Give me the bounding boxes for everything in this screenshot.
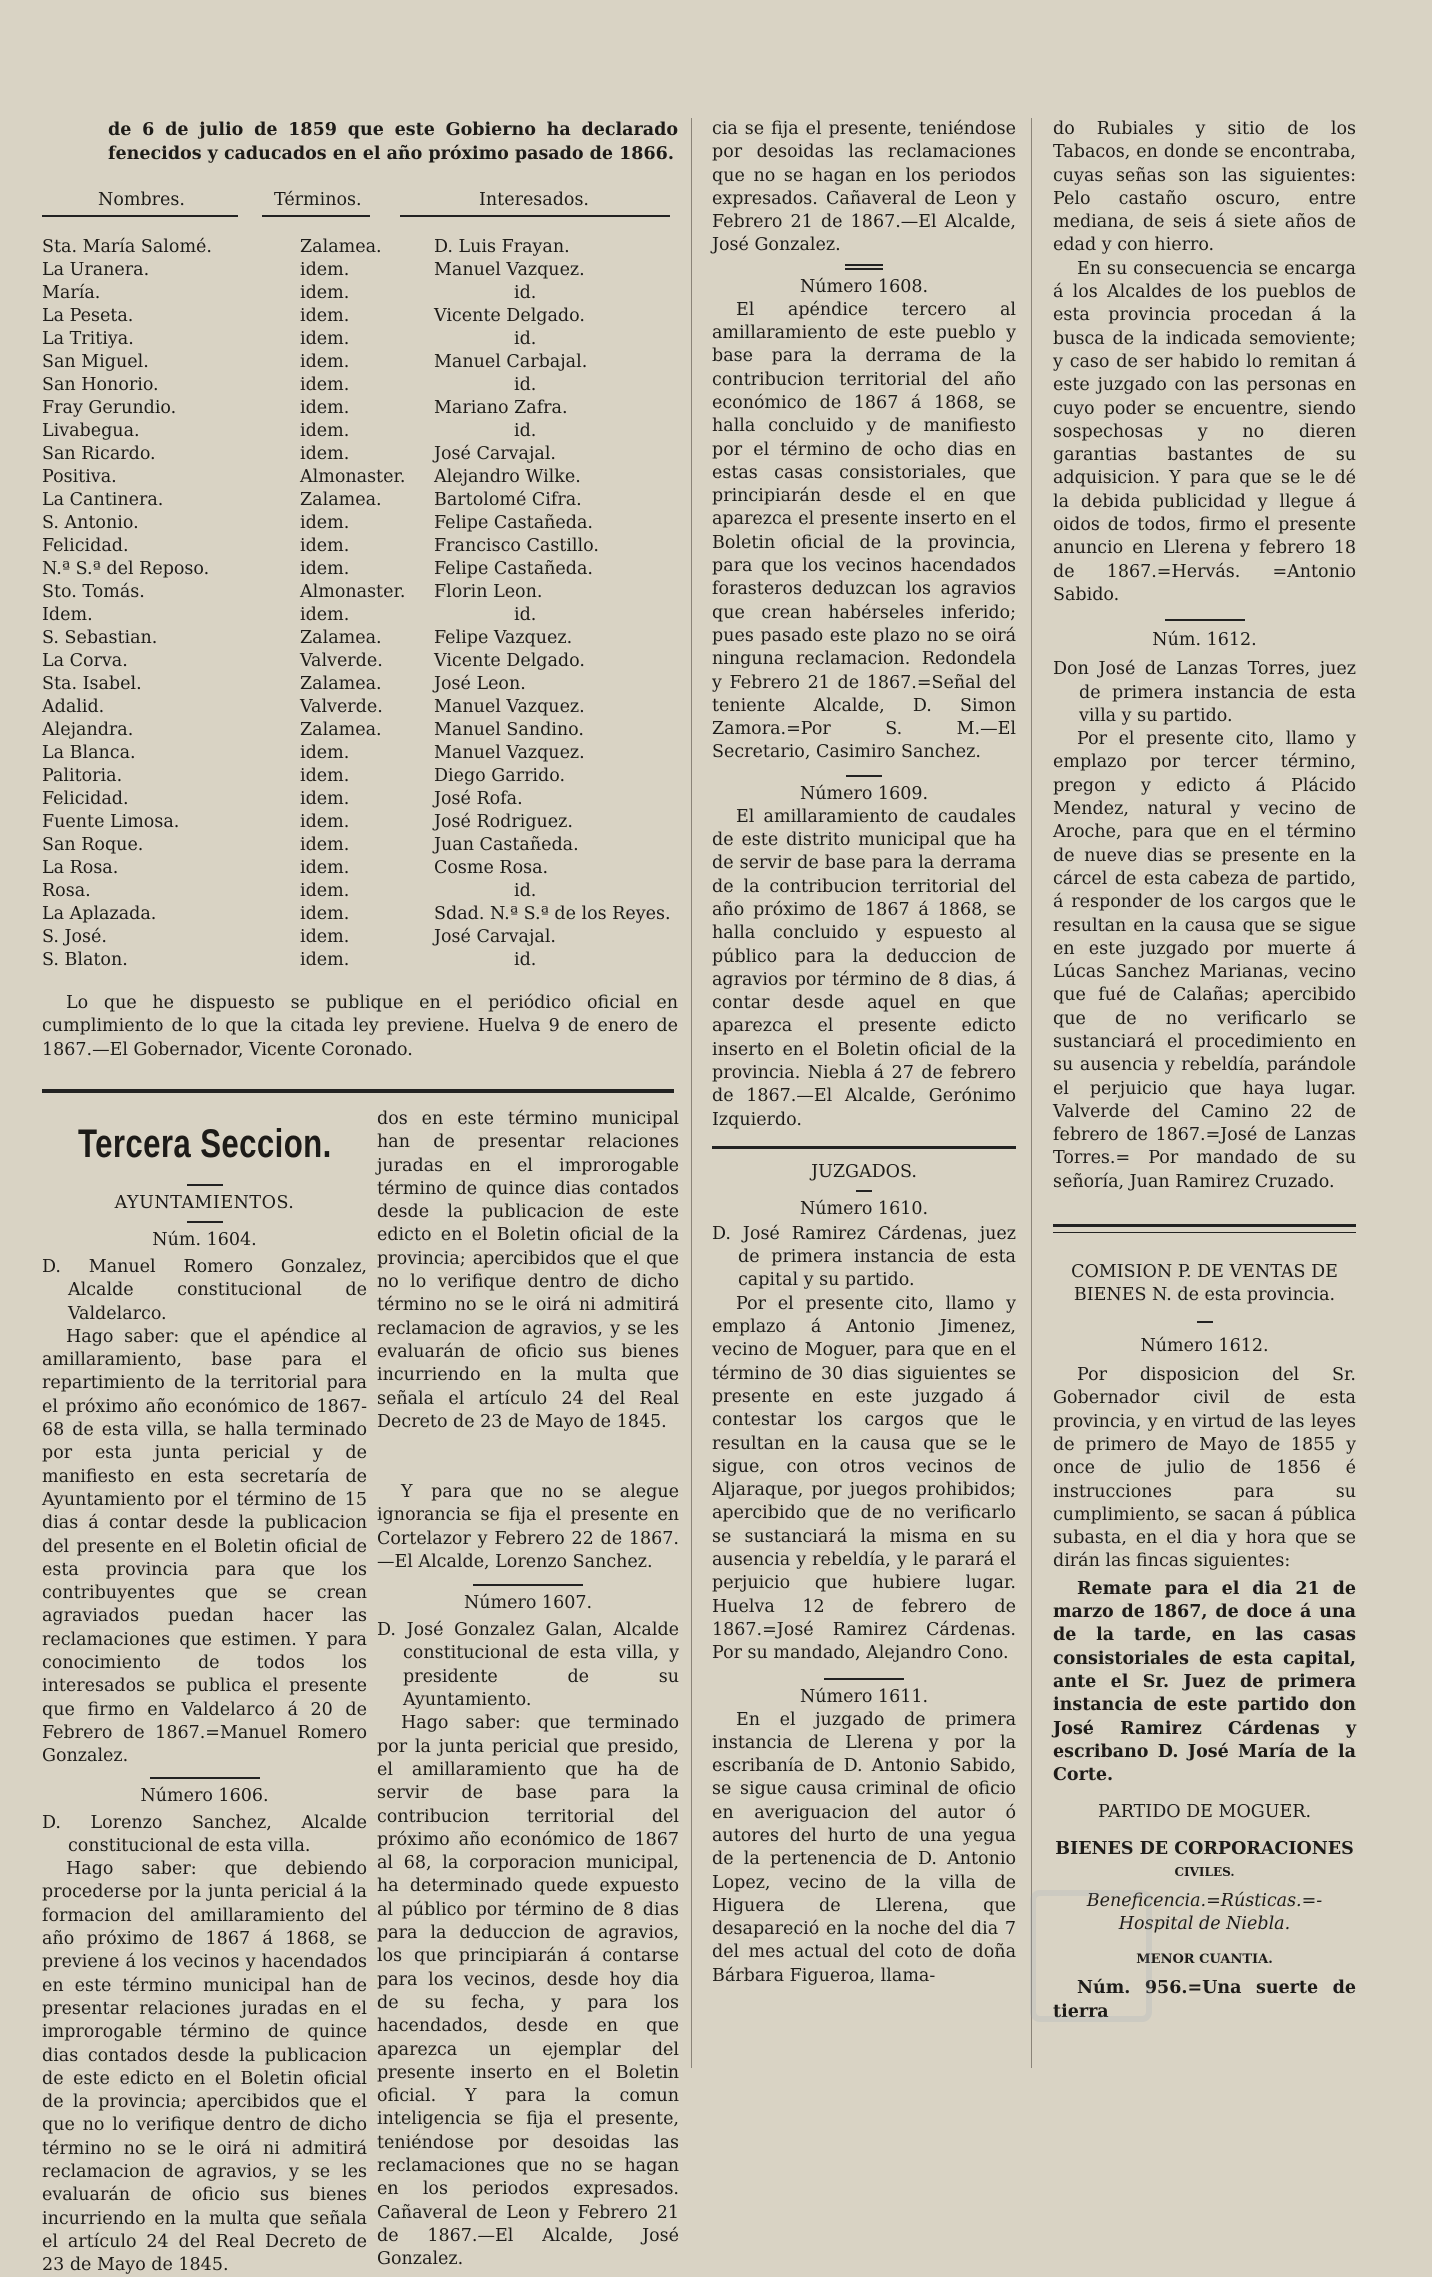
- table-row: [42, 535, 682, 558]
- mine-name: S. José.: [42, 927, 107, 947]
- mine-holder: Diego Garrido.: [434, 766, 566, 786]
- divider: [187, 1221, 223, 1223]
- mine-term: Almonaster.: [300, 467, 406, 487]
- mine-holder: id.: [514, 421, 537, 441]
- table-row: [42, 949, 682, 972]
- mine-holder: Felipe Vazquez.: [434, 628, 573, 648]
- mine-name: La Rosa.: [42, 858, 119, 878]
- notice-1604-body: Hago saber: que el apéndice al amillaramiento, base para el repartimiento de la territorial para el próximo año económico de 1867-68 de esta villa, se halla terminado por esta junta pericial y de manifiesto en esta secretaría de Ayuntamiento por el término de 15 dias á contar desde la publicacion del presente en el Boletin oficial de esta provincia para que los contribuyentes que se crean agraviados puedan hacer las reclamaciones que estimen. Y para conocimiento de todos los interesados se publica el presente que firmo en Valdelarco á 20 de Febrero de 1867.=Manuel Romero Gonzalez.: [42, 1326, 367, 1767]
- mine-holder: id.: [514, 950, 537, 970]
- mine-term: idem.: [300, 306, 350, 326]
- mine-name: Felicidad.: [42, 536, 129, 556]
- mine-holder: id.: [514, 375, 537, 395]
- divider: [856, 1190, 872, 1192]
- mine-name: Felicidad.: [42, 789, 129, 809]
- num-956-line: Núm. 956.=Una suerte de tierra: [1053, 1978, 1356, 2022]
- mine-term: Zalamea.: [300, 628, 382, 648]
- table-row: [42, 581, 682, 604]
- mine-holder: Francisco Castillo.: [434, 536, 599, 556]
- mine-name: La Blanca.: [42, 743, 136, 763]
- intro-paragraph: [108, 118, 678, 166]
- mine-holder: Manuel Vazquez.: [434, 697, 585, 717]
- table-row: [42, 466, 682, 489]
- mine-term: idem.: [300, 536, 350, 556]
- mine-holder: Cosme Rosa.: [434, 858, 549, 878]
- divider: [150, 1777, 260, 1779]
- divider: [1197, 1321, 1213, 1323]
- num-1604: Núm. 1604.: [152, 1230, 257, 1250]
- mine-term: Valverde.: [300, 697, 383, 717]
- notice-1612a-head: Don José de Lanzas Torres, juez de primera instancia de esta villa y su partido.: [1053, 659, 1356, 726]
- mine-holder: Juan Castañeda.: [434, 835, 579, 855]
- table-row: [42, 489, 682, 512]
- mine-term: idem.: [300, 743, 350, 763]
- mine-term: idem.: [300, 444, 350, 464]
- column-rule: [691, 118, 692, 2068]
- mine-holder: Bartolomé Cifra.: [434, 490, 582, 510]
- header-terminos: Términos.: [274, 190, 362, 210]
- notice-1607-head: D. José Gonzalez Galan, Alcalde constitucional de esta villa, y presidente de su Ayuntamiento.: [377, 1620, 679, 1711]
- notice-1606-body: Hago saber: que debiendo procederse por la junta pericial á la formacion del amillaramiento del año próximo de 1867 á 1868, se previene á los vecinos y hacendados en este término municipal han de presentar relaciones juradas en el improrogable término de quince dias contados desde la publicacion de este edicto en el Boletin oficial de la provincia; apercibidos que el que no lo verifique dentro de dicho término no se le oirá ni admitirá reclamacion de agravios, y se les evaluarán de oficio sus bienes incurriendo en la multa que señala el artículo 24 del Real Decreto de 23 de Mayo de 1845.: [42, 1859, 367, 2276]
- mine-term: idem.: [300, 927, 350, 947]
- notice-1604-head: D. Manuel Romero Gonzalez, Alcalde constitucional de Valdelarco.: [42, 1257, 367, 1324]
- table-row: [42, 374, 682, 397]
- notice-1606-tail: dos en este término municipal han de presentar relaciones juradas en el improrogable término de quince dias contados desde la publicacion de este edicto en el Boletin oficial de la provincia; apercibidos que el que no lo verifique dentro de dicho término no se le oirá ni admitirá reclamacion de agravios, y se les evaluarán de oficio sus bienes incurriendo en la multa que señala el artículo 24 del Real Decreto de 23 de Mayo de 1845.: [377, 1109, 679, 1432]
- mine-name: Adalid.: [42, 697, 105, 717]
- header-rule-2: [262, 215, 370, 217]
- mine-holder: Alejandro Wilke.: [434, 467, 581, 487]
- header-nombres: Nombres.: [98, 190, 185, 210]
- mine-name: San Honorio.: [42, 375, 159, 395]
- mine-holder: José Rofa.: [434, 789, 523, 809]
- notice-1610-head: D. José Ramirez Cárdenas, juez de primera instancia de esta capital y su partido.: [712, 1223, 1016, 1291]
- menor-cuantia: MENOR CUANTIA.: [1136, 1952, 1273, 1968]
- divider: [1165, 619, 1245, 621]
- mine-holder: José Carvajal.: [434, 927, 556, 947]
- table-row: [42, 282, 682, 305]
- mine-name: Livabegua.: [42, 421, 140, 441]
- notice-1606-close: Y para que no se alegue ignorancia se fija el presente en Cortelazor y Febrero 22 de 1867.—El Alcalde, Lorenzo Sanchez.: [377, 1482, 679, 1572]
- table-row: [42, 903, 682, 926]
- mine-holder: Felipe Castañeda.: [434, 513, 593, 533]
- mine-term: idem.: [300, 329, 350, 349]
- num-1612a: Núm. 1612.: [1152, 630, 1257, 651]
- table-row: [42, 719, 682, 742]
- comision-rule: [1053, 1224, 1356, 1233]
- table-row: [42, 788, 682, 811]
- closing-paragraph: [42, 992, 678, 1062]
- mine-term: idem.: [300, 283, 350, 303]
- mine-name: San Roque.: [42, 835, 144, 855]
- num-1608: Número 1608.: [799, 276, 929, 297]
- notice-1612a-body: Por el presente cito, llamo y emplazo por tercer término, pregon y edicto á Plácido Mendez, natural y vecino de Aroche, para que en el término de nueve dias se presente en la cárcel de esta cabeza de partido, á responder de los cargos que le resultan en la causa que se sigue en este juzgado por muerte á Lúcas Sanchez Marianas, vecino que fué de Calañas; apercibido que de no verificarlo se sustanciará el procedimiento en su ausencia y rebeldía, parándole el perjuicio que haya lugar. Valverde del Camino 22 de febrero de 1867.=José de Lanzas Torres.= Por mandado de su señoría, Juan Ramirez Cruzado.: [1053, 729, 1356, 1192]
- juzgados-rule: [712, 1146, 1016, 1149]
- mine-term: idem.: [300, 858, 350, 878]
- notice-1610-body: Por el presente cito, llamo y emplazo á Antonio Jimenez, vecino de Moguer, para que en el término de 30 dias siguientes se presente en este juzgado á contestar los cargos que le resultan en la causa que se le sigue, con otros vecinos de Aljaraque, por juegos prohibidos; apercibido que de no verificarlo se sustanciará la misma en su ausencia y rebeldía, y le parará el perjuicio que hubiere lugar. Huelva 12 de febrero de 1867.=José Ramirez Cárdenas. Por su mandado, Alejandro Cono.: [712, 1293, 1016, 1664]
- mine-term: idem.: [300, 260, 350, 280]
- notice-1611-cont: do Rubiales y sitio de los Tabacos, en donde se encontraba, cuyas señas son las siguientes: Pelo castaño oscuro, entre mediana, de seis á siete años de edad y con hierro.: [1053, 119, 1356, 256]
- mine-term: Zalamea.: [300, 674, 382, 694]
- divider: [846, 775, 882, 777]
- col3: [712, 118, 1016, 2048]
- divider: [845, 264, 883, 270]
- notice-1607-cont: cia se fija el presente, teniéndose por desoidas las reclamaciones que no se hagan en los periodos expresados. Cañaveral de Leon y Febrero 21 de 1867.—El Alcalde, José Gonzalez.: [712, 119, 1016, 256]
- partido-heading: PARTIDO DE MOGUER.: [1097, 1802, 1312, 1823]
- mine-holder: José Carvajal.: [434, 444, 556, 464]
- table-row: [42, 834, 682, 857]
- table-row: [42, 673, 682, 696]
- comision-heading: COMISION P. DE VENTAS DE BIENES N. de esta provincia.: [1071, 1262, 1338, 1306]
- mine-name: La Peseta.: [42, 306, 134, 326]
- mine-holder: Mariano Zafra.: [434, 398, 568, 418]
- mine-name: S. Sebastian.: [42, 628, 158, 648]
- mine-name: La Corva.: [42, 651, 128, 671]
- mine-holder: D. Luis Frayan.: [434, 237, 570, 257]
- mine-holder: Manuel Sandino.: [434, 720, 584, 740]
- header-interesados: Interesados.: [479, 190, 589, 210]
- mine-term: idem.: [300, 375, 350, 395]
- juzgados-heading: JUZGADOS.: [811, 1161, 917, 1182]
- remate-text: Remate para el dia 21 de marzo de 1867, de doce á una de la tarde, en las casas consistoriales de esta capital, ante el Sr. Juez de primera instancia de este partido don José Ramirez Cárdenas y escribano D. José María de la Corte.: [1053, 1578, 1356, 1786]
- mine-holder: id.: [514, 283, 537, 303]
- ayuntamientos-heading: AYUNTAMIENTOS.: [114, 1193, 295, 1213]
- col2-bottom: [377, 1108, 679, 2270]
- mine-holder: Vicente Delgado.: [434, 306, 585, 326]
- mine-holder: Manuel Vazquez.: [434, 743, 585, 763]
- num-1606: Número 1606.: [140, 1785, 269, 1806]
- mine-name: Idem.: [42, 605, 93, 625]
- bienes-heading: BIENES DE CORPORACIONES: [1055, 1839, 1354, 1860]
- table-row: [42, 397, 682, 420]
- mine-term: idem.: [300, 352, 350, 372]
- closing-text: Lo que he dispuesto se publique en el periódico oficial en cumplimiento de lo que la citada ley previene. Huelva 9 de enero de 1867.—El Gobernador, Vicente Coronado.: [42, 993, 678, 1060]
- notice-1608: El apéndice tercero al amillaramiento de este pueblo y base para la derrama de la contribucion territorial del año económico de 1867 á 1868, se halla concluido y de manifiesto por el término de ocho dias en estas casas consistoriales, que principiarán desde el en que aparezca el presente inserto en el Boletin oficial de la provincia, para que los vecinos hacendados forasteros deduzcan los agravios que crean habérseles inferido; pues pasado este plazo no se oirá ninguna reclamacion. Redondela y Febrero 21 de 1867.=Señal del teniente Alcalde, D. Simon Zamora.=Por S. M.—El Secretario, Casimiro Sanchez.: [712, 299, 1016, 763]
- mine-name: S. Antonio.: [42, 513, 139, 533]
- mine-term: Zalamea.: [300, 490, 382, 510]
- mine-term: Valverde.: [300, 651, 383, 671]
- mine-holder: Florin Leon.: [434, 582, 543, 602]
- col4: [1053, 118, 1356, 2048]
- mine-name: La Uranera.: [42, 260, 150, 280]
- mine-name: S. Blaton.: [42, 950, 128, 970]
- mine-name: Positiva.: [42, 467, 117, 487]
- intro-text: de 6 de julio de 1859 que este Gobierno ha declarado fenecidos y caducados en el año próximo pasado de 1866.: [108, 120, 678, 164]
- num-1611: Número 1611.: [799, 1686, 929, 1707]
- mine-name: Rosa.: [42, 881, 91, 901]
- table-row: [42, 236, 682, 259]
- mine-name: San Miguel.: [42, 352, 149, 372]
- table-row: [42, 558, 682, 581]
- mine-name: Palitoria.: [42, 766, 123, 786]
- table-row: [42, 259, 682, 282]
- table-row: [42, 765, 682, 788]
- mine-name: La Aplazada.: [42, 904, 157, 924]
- mine-term: idem.: [300, 559, 350, 579]
- mine-name: María.: [42, 283, 101, 303]
- mine-name: Sto. Tomás.: [42, 582, 145, 602]
- table-row: [42, 512, 682, 535]
- mine-term: idem.: [300, 421, 350, 441]
- mine-holder: Manuel Vazquez.: [434, 260, 585, 280]
- table-row: [42, 328, 682, 351]
- table-row: [42, 604, 682, 627]
- mine-term: Zalamea.: [300, 237, 382, 257]
- notice-1611-cont2: En su consecuencia se encarga á los Alcaldes de los pueblos de esta provincia procedan á la busca de la indicada semoviente; y caso de ser habido lo remitan á este juzgado con las personas en cuyo poder se encuentre, siendo sospechosas y no dieren garantias bastantes de su adquisicion. Y para que se le dé la debida publicidad y llegue á oidos de todos, firmo el presente anuncio en Llerena y febrero 18 de 1867.=Hervás. =Antonio Sabido.: [1053, 258, 1356, 605]
- num-1610: Número 1610.: [799, 1198, 929, 1219]
- notice-1611: En el juzgado de primera instancia de Llerena y por la escribanía de D. Antonio Sabido, se sigue causa criminal de oficio en averiguacion del autor ó autores del hurto de una yegua de la pertenencia de D. Antonio Lopez, vecino de la villa de Higuera de Llerena, que desapareció en la noche del dia 7 del mes actual del coto de doña Bárbara Figueroa, llama-: [712, 1709, 1016, 1986]
- notice-1607-body: Hago saber: que terminado por la junta pericial que presido, el amillaramiento que ha de servir de base para la contribucion territorial del próximo año económico de 1867 al 68, la corporacion municipal, ha determinado quede expuesto al público por término de 8 dias para la deduccion de agravios, los que principiarán á contarse para los vecinos, desde hoy dia de su fecha, y para los hacendados, desde en que aparezca un ejemplar del presente inserto en el Boletin oficial. Y para la comun inteligencia se fija el presente, teniéndose por desoidas las reclamaciones que no se hagan en los periodos expresados. Cañaveral de Leon y Febrero 21 de 1867.—El Alcalde, José Gonzalez.: [377, 1713, 679, 2270]
- mine-term: idem.: [300, 881, 350, 901]
- mine-term: idem.: [300, 513, 350, 533]
- table-row: [42, 627, 682, 650]
- num-1607: Número 1607.: [463, 1593, 593, 1614]
- mine-name: Fray Gerundio.: [42, 398, 177, 418]
- table-row: [42, 305, 682, 328]
- mine-holder: id.: [514, 881, 537, 901]
- mine-term: idem.: [300, 789, 350, 809]
- mine-name: Fuente Limosa.: [42, 812, 180, 832]
- table-row: [42, 696, 682, 719]
- mine-term: idem.: [300, 766, 350, 786]
- mine-term: Zalamea.: [300, 720, 382, 740]
- beneficencia-line: Beneficencia.=Rústicas.=-Hospital de Niebla.: [1086, 1891, 1323, 1935]
- mine-name: N.ª S.ª del Reposo.: [42, 559, 210, 579]
- mine-term: idem.: [300, 398, 350, 418]
- mine-holder: Felipe Castañeda.: [434, 559, 593, 579]
- mine-holder: José Rodriguez.: [434, 812, 573, 832]
- library-stamp-icon: [1030, 1890, 1152, 2022]
- num-1612b: Número 1612.: [1140, 1336, 1269, 1357]
- table-row: [42, 811, 682, 834]
- section-title-wrap: [78, 1122, 378, 1172]
- mine-name: Sta. María Salomé.: [42, 237, 212, 257]
- civiles-heading: CIVILES.: [1174, 1865, 1235, 1880]
- notice-1606-head: D. Lorenzo Sanchez, Alcalde constitucional de esta villa.: [42, 1812, 367, 1856]
- table-row: [42, 880, 682, 903]
- table-row: [42, 420, 682, 443]
- mine-term: idem.: [300, 950, 350, 970]
- table-row: [42, 742, 682, 765]
- table-row: [42, 926, 682, 949]
- section-title: Tercera Seccion.: [78, 1122, 332, 1166]
- num-1609: Número 1609.: [799, 783, 929, 804]
- divider: [824, 1678, 904, 1680]
- table-row: [42, 650, 682, 673]
- mine-holder: id.: [514, 605, 537, 625]
- mine-holder: José Leon.: [434, 674, 526, 694]
- notice-1612b: Por disposicion del Sr. Gobernador civil de esta provincia, y en virtud de las leyes de primero de Mayo de 1855 y once de julio de 1856 é instrucciones para su cumplimiento, se sacan á pública subasta, en el dia y hora que se dirán las fincas siguientes:: [1053, 1365, 1356, 1572]
- mine-term: Almonaster.: [300, 582, 406, 602]
- mine-term: idem.: [300, 605, 350, 625]
- divider: [187, 1184, 223, 1186]
- mine-name: Alejandra.: [42, 720, 134, 740]
- notice-1609: El amillaramiento de caudales de este distrito municipal que ha de servir de base para la derrama de la contribucion territorial del año próximo de 1867 á 1868, se halla concluido y espuesto al público para la deduccion de agravios por término de 8 dias, á contar desde aquel en que aparezca el presente edicto inserto en el Boletin oficial de la provincia. Niebla á 27 de febrero de 1867.—El Alcalde, Gerónimo Izquierdo.: [712, 806, 1016, 1130]
- table-row: [42, 351, 682, 374]
- header-rule-1: [42, 215, 238, 217]
- mine-holder: id.: [514, 329, 537, 349]
- mine-term: idem.: [300, 812, 350, 832]
- col1-bottom: [42, 1178, 367, 2276]
- mine-term: idem.: [300, 835, 350, 855]
- table-row: [42, 443, 682, 466]
- mine-name: La Cantinera.: [42, 490, 164, 510]
- column-rule: [1031, 118, 1032, 2068]
- mine-name: La Tritiya.: [42, 329, 134, 349]
- mine-name: Sta. Isabel.: [42, 674, 142, 694]
- section-rule: [42, 1089, 674, 1093]
- mine-name: San Ricardo.: [42, 444, 156, 464]
- mine-holder: Vicente Delgado.: [434, 651, 585, 671]
- table-row: [42, 857, 682, 880]
- notice-1606-cont: [377, 1108, 679, 1481]
- mines-table: [42, 236, 682, 972]
- mines-table-wrap: [42, 236, 682, 972]
- mine-term: idem.: [300, 904, 350, 924]
- header-rule-3: [400, 215, 670, 217]
- divider: [473, 1584, 583, 1586]
- mine-holder: Manuel Carbajal.: [434, 352, 588, 372]
- mine-holder: Sdad. N.ª S.ª de los Reyes.: [434, 904, 671, 924]
